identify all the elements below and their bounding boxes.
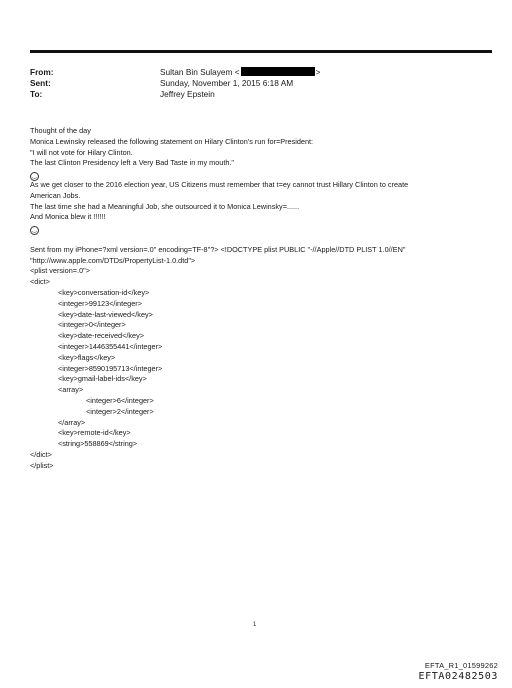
plist-line: <integer>8590195713</integer> bbox=[58, 363, 163, 373]
body-line: <plist version=.0"> bbox=[30, 266, 90, 276]
body-line: As we get closer to the 2016 election year, US Citizens must remember that t=ey cannot trust Hillary Clinton to create bbox=[30, 179, 409, 189]
body-line: The last Clinton Presidency left a Very Bad Taste in my mouth." bbox=[30, 158, 235, 168]
to-label: To: bbox=[30, 89, 43, 99]
message-body bbox=[30, 126, 492, 472]
body-line: "I will not vote for Hilary Clinton. bbox=[30, 147, 133, 157]
smiley-line bbox=[30, 169, 492, 180]
from-row bbox=[30, 67, 490, 78]
plist-line: <integer>99123</integer> bbox=[58, 298, 142, 308]
plist-line: </dict> bbox=[30, 449, 52, 459]
redaction-box bbox=[241, 67, 315, 76]
body-line: <dict> bbox=[30, 277, 50, 287]
from-close: > bbox=[315, 67, 321, 77]
plist-line: <key>gmail-label-ids</key> bbox=[58, 374, 147, 384]
body-line: Sent from my iPhone=?xml version=.0" encoding=TF-8"?> <!DOCTYPE plist PUBLIC "-//Apple//DTD PLIST 1.0//EN" bbox=[30, 244, 406, 254]
body-line: "http://www.apple.com/DTDs/PropertyList-1.0.dtd"> bbox=[30, 255, 196, 265]
plist-line: <key>date-received</key> bbox=[58, 331, 144, 341]
plist-line: <key>remote-id</key> bbox=[58, 428, 131, 438]
body-line: The last time she had a Meaningful Job, she outsourced it to Monica Lewinsky=...... bbox=[30, 201, 300, 211]
plist-line: <key>date-last-viewed</key> bbox=[58, 309, 153, 319]
plist-line: <integer>6</integer> bbox=[86, 395, 154, 405]
plist-line: <integer>0</integer> bbox=[58, 320, 126, 330]
to-value: Jeffrey Epstein bbox=[160, 89, 215, 99]
page-number: 1 bbox=[253, 622, 257, 628]
smiley-icon: ‿ bbox=[30, 172, 39, 181]
spacer bbox=[30, 234, 492, 245]
plist-line: </plist> bbox=[30, 460, 54, 470]
body-line: Monica Lewinsky released the following statement on Hilary Clinton's run for=President: bbox=[30, 136, 314, 146]
smiley-line bbox=[30, 223, 492, 234]
sent-value: Sunday, November 1, 2015 6:18 AM bbox=[160, 78, 294, 88]
plist-line: <key>flags</key> bbox=[58, 352, 116, 362]
body-line: American Jobs. bbox=[30, 190, 81, 200]
body-line: And Monica blew it !!!!!! bbox=[30, 212, 106, 222]
smiley-icon: ‿ bbox=[30, 226, 39, 235]
body-line: Thought of the day bbox=[30, 126, 91, 135]
plist-line: <integer>2</integer> bbox=[86, 406, 154, 416]
bates-number-large: EFTA02482503 bbox=[418, 671, 498, 682]
bates-number-small: EFTA_R1_01599262 bbox=[424, 661, 498, 670]
from-label: From: bbox=[30, 67, 54, 77]
plist-line: <key>conversation-id</key> bbox=[58, 287, 150, 297]
to-row bbox=[30, 89, 490, 100]
sent-label: Sent: bbox=[30, 78, 51, 88]
header-rule bbox=[30, 50, 492, 53]
plist-line: </array> bbox=[58, 417, 86, 427]
sent-row bbox=[30, 78, 490, 89]
email-header bbox=[30, 67, 490, 100]
from-value bbox=[160, 67, 320, 78]
plist-line: <array> bbox=[58, 385, 84, 395]
from-name: Sultan Bin Sulayem < bbox=[160, 67, 240, 77]
plist-line: <integer>1446355441</integer> bbox=[58, 341, 163, 351]
plist-line: <string>558869</string> bbox=[58, 439, 138, 449]
